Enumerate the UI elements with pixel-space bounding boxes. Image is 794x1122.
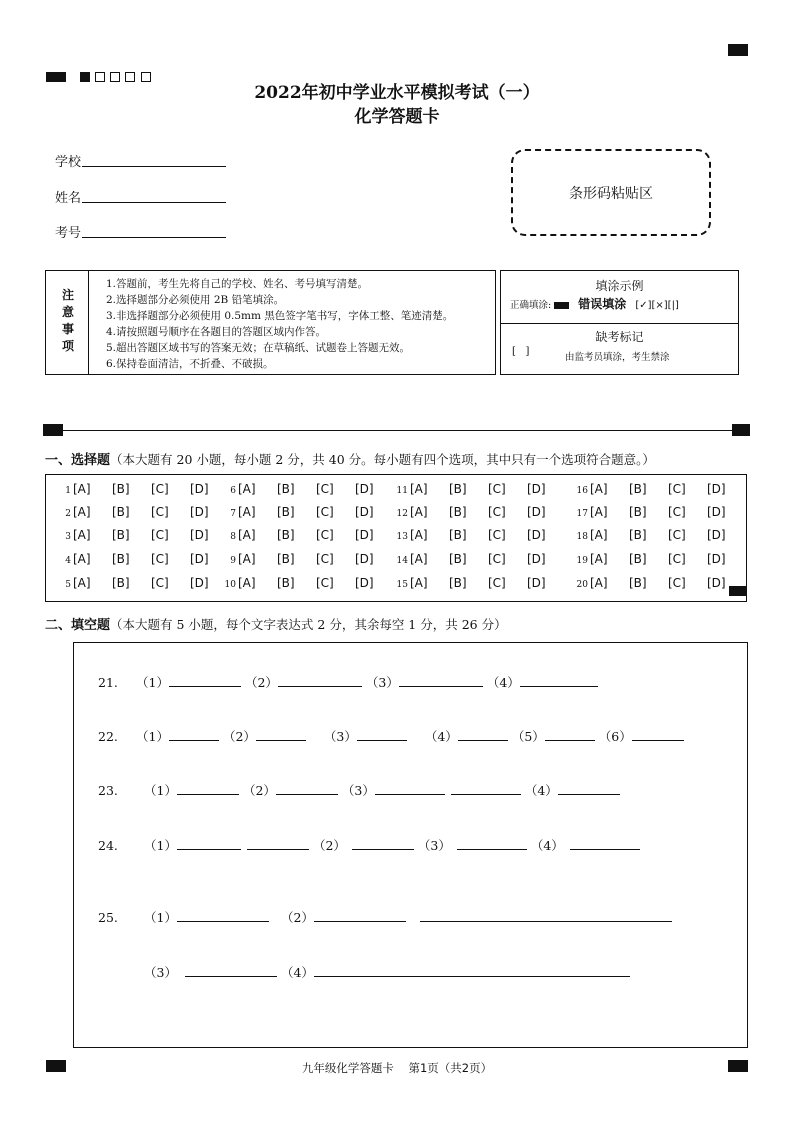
question-25-continued [144,963,630,981]
school-field[interactable] [82,166,226,167]
choice-option-bubble[interactable]: [A] [73,505,91,519]
choice-question [572,552,746,566]
choice-option-bubble[interactable]: [C] [668,576,686,590]
choice-option-bubble[interactable]: [D] [527,482,546,496]
correct-fill-mark [554,302,569,309]
choice-question [55,505,229,519]
part-label: （1） [144,838,177,853]
part-label: （1） [136,675,169,690]
choice-option-bubble[interactable]: [C] [668,505,686,519]
choice-question-number: 5 [65,580,71,590]
choice-option-bubble[interactable]: [C] [488,552,506,566]
answer-blank[interactable] [457,837,527,850]
choice-option-bubble[interactable]: [B] [277,505,295,519]
choice-question [55,528,229,542]
section1-heading [45,449,655,468]
choice-option-bubble[interactable]: [C] [488,528,506,542]
answer-blank[interactable] [545,728,595,741]
choice-question-number: 10 [224,580,236,590]
question-25 [98,908,672,926]
choice-question-number: 4 [65,556,71,566]
choice-question [572,576,746,590]
choice-option-bubble[interactable]: [C] [316,528,334,542]
timing-mark-bottom-right [728,1060,748,1072]
choice-option-bubble[interactable]: [C] [668,528,686,542]
choice-option-bubble[interactable]: [A] [590,528,608,542]
answer-blank[interactable] [256,728,306,741]
notice-item: 6.保持卷面清洁，不折叠、不破损。 [106,358,274,370]
choice-option-bubble[interactable]: [D] [707,576,726,590]
answer-blank[interactable] [352,837,414,850]
page-footer: 九年级化学答题卡 第1页（共2页） [301,1061,493,1075]
choice-option-bubble[interactable]: [C] [316,505,334,519]
choice-option-bubble[interactable]: [C] [151,552,169,566]
choice-question [55,552,229,566]
choice-question-number: 3 [65,532,71,542]
part-label: （2） [222,729,256,744]
absent-box[interactable]: [ ] [512,346,530,357]
choice-option-bubble[interactable]: [A] [590,482,608,496]
choice-question-number: 11 [396,486,408,496]
choice-option-bubble[interactable]: [D] [190,552,209,566]
choice-question-number: 12 [396,509,408,519]
choice-option-bubble[interactable]: [A] [410,576,428,590]
choice-option-bubble[interactable]: [A] [410,482,428,496]
answer-blank[interactable] [520,674,598,687]
choice-option-bubble[interactable]: [D] [190,576,209,590]
choice-question [392,482,566,496]
choice-question [220,528,394,542]
choice-option-bubble[interactable]: [B] [112,528,130,542]
barcode-area [511,149,711,236]
part-label: （6） [598,729,632,744]
timing-mark-right-mid [732,424,750,436]
choice-question-number: 16 [576,486,588,496]
answer-blank[interactable] [558,782,620,795]
choice-option-bubble[interactable]: [A] [238,576,256,590]
choice-question [392,505,566,519]
choice-option-bubble[interactable]: [D] [527,552,546,566]
choice-option-bubble[interactable]: [D] [355,505,374,519]
choice-option-bubble[interactable]: [D] [527,505,546,519]
choice-option-bubble[interactable]: [D] [355,552,374,566]
notice-box [45,270,496,375]
choice-option-bubble[interactable]: [B] [112,552,130,566]
choice-question-number: 2 [65,509,71,519]
wrong-fill-label: 错误填涂 [578,297,627,311]
part-label: （3） [144,965,177,980]
question-number: 25. [98,910,118,925]
choice-option-bubble[interactable]: [B] [449,552,467,566]
choice-question [572,505,746,519]
answer-blank[interactable] [375,782,445,795]
choice-question-number: 13 [396,532,408,542]
choice-option-bubble[interactable]: [C] [316,552,334,566]
part-label: （2） [242,783,276,798]
choice-option-bubble[interactable]: [A] [410,528,428,542]
choice-option-bubble[interactable]: [D] [355,482,374,496]
choice-option-bubble[interactable]: [B] [449,505,467,519]
part-label: （4） [524,783,558,798]
choice-option-bubble[interactable]: [D] [355,528,374,542]
section2-heading [45,614,507,633]
notice-list [106,276,453,372]
choice-option-bubble[interactable]: [C] [488,505,506,519]
choice-option-bubble[interactable]: [B] [277,576,295,590]
choice-option-bubble[interactable]: [A] [590,552,608,566]
choice-option-bubble[interactable]: [A] [238,552,256,566]
part-label: （4） [280,965,314,980]
answer-blank[interactable] [458,728,508,741]
choice-option-bubble[interactable]: [B] [449,528,467,542]
choice-option-bubble[interactable]: [D] [355,576,374,590]
answer-blank[interactable] [177,837,241,850]
choice-option-bubble[interactable]: [B] [277,552,295,566]
choice-question-number: 17 [576,509,588,519]
choice-question [220,505,394,519]
answer-blank[interactable] [420,909,672,922]
timing-mark-choice-right [729,586,747,596]
part-label: （4） [486,675,520,690]
fill-example-title: 填涂示例 [595,279,644,293]
answer-blank[interactable] [169,728,219,741]
choice-option-bubble[interactable]: [C] [151,528,169,542]
part-label: （2） [244,675,278,690]
choice-question [392,528,566,542]
section2-title: 二、填空题 [45,618,111,633]
choice-question-number: 20 [576,580,588,590]
part-label: （4） [424,729,458,744]
section2-description: （本大题有 5 小题，每个文字表达式 2 分，其余每空 1 分，共 26 分） [110,617,507,632]
question-21 [98,673,598,691]
part-label: （2） [312,838,346,853]
notice-item: 1.答题前，考生先将自己的学校、姓名、考号填写清楚。 [106,278,369,290]
choice-option-bubble[interactable]: [D] [190,482,209,496]
answer-blank[interactable] [177,909,269,922]
choice-option-bubble[interactable]: [A] [238,482,256,496]
choice-option-bubble[interactable]: [A] [590,505,608,519]
choice-option-bubble[interactable]: [B] [277,528,295,542]
part-label: （1） [144,910,177,925]
notice-item: 4.请按照题号顺序在各题目的答题区域内作答。 [106,326,327,338]
choice-option-bubble[interactable]: [D] [707,482,726,496]
choice-question-number: 19 [576,556,588,566]
name-label: 姓名 [55,191,82,206]
exam-title: 2022年初中学业水平模拟考试（一） [254,83,540,103]
choice-question-number: 9 [230,556,236,566]
choice-question-number: 15 [396,580,408,590]
answer-blank[interactable] [185,964,277,977]
section1-title: 一、选择题 [45,453,111,468]
section1-description: （本大题有 20 小题，每小题 2 分，共 40 分。每小题有四个选项，其中只有一个选项符合题意。） [110,452,655,467]
fill-example-divider [501,323,738,324]
choice-option-bubble[interactable]: [C] [316,576,334,590]
notice-divider [88,271,89,374]
choice-question-number: 7 [230,509,236,519]
notice-item: 5.超出答题区域书写的答案无效；在草稿纸、试题卷上答题无效。 [106,342,411,354]
answer-blank[interactable] [177,782,239,795]
timing-mark-top-right [728,44,748,56]
name-field[interactable] [82,202,226,203]
exam-number-label: 考号 [55,226,82,241]
choice-option-bubble[interactable]: [A] [590,576,608,590]
exam-number-field[interactable] [82,237,226,238]
question-number: 24. [98,838,118,853]
choice-question [392,552,566,566]
choice-option-bubble[interactable]: [A] [73,552,91,566]
answer-blank[interactable] [247,837,309,850]
timing-mark-left-mid [43,424,63,436]
choice-question-number: 6 [230,486,236,496]
choice-question [572,528,746,542]
choice-question-number: 14 [396,556,408,566]
choice-question [220,576,394,590]
choice-option-bubble[interactable]: [C] [488,482,506,496]
choice-option-bubble[interactable]: [D] [190,505,209,519]
answer-blank[interactable] [314,909,406,922]
question-23 [98,781,620,799]
choice-option-bubble[interactable]: [D] [527,528,546,542]
question-number: 21. [98,675,118,690]
choice-option-bubble[interactable]: [A] [410,505,428,519]
exam-subtitle: 化学答题卡 [354,107,440,127]
question-24 [98,836,640,854]
choice-option-bubble[interactable]: [C] [151,482,169,496]
absent-title: 缺考标记 [595,330,644,344]
notice-title: 注意事项 [61,288,74,353]
choice-question [392,576,566,590]
choice-option-bubble[interactable]: [A] [73,528,91,542]
choice-option-bubble[interactable]: [B] [629,482,647,496]
answer-blank[interactable] [399,674,483,687]
part-label: （1） [144,783,177,798]
part-label: （4） [530,838,564,853]
answer-blank[interactable] [169,674,241,687]
answer-blank[interactable] [278,674,362,687]
answer-blank[interactable] [632,728,684,741]
choice-option-bubble[interactable]: [B] [449,482,467,496]
choice-option-bubble[interactable]: [B] [112,576,130,590]
choice-question-number: 1 [65,486,71,496]
choice-option-bubble[interactable]: [D] [527,576,546,590]
barcode-label: 条形码粘贴区 [569,185,653,202]
choice-option-bubble[interactable]: [B] [629,505,647,519]
choice-option-bubble[interactable]: [A] [73,576,91,590]
choice-option-bubble[interactable]: [B] [112,482,130,496]
choice-option-bubble[interactable]: [B] [112,505,130,519]
choice-option-bubble[interactable]: [A] [238,505,256,519]
correct-fill-label: 正确填涂: [510,300,552,311]
choice-option-bubble[interactable]: [C] [488,576,506,590]
choice-option-bubble[interactable]: [B] [629,576,647,590]
school-label: 学校 [55,155,82,170]
question-number: 22. [98,729,118,744]
section-divider [62,430,734,431]
choice-option-bubble[interactable]: [D] [190,528,209,542]
answer-blank[interactable] [570,837,640,850]
choice-option-bubble[interactable]: [C] [316,482,334,496]
question-number: 23. [98,783,118,798]
part-label: （5） [511,729,545,744]
answer-blank[interactable] [276,782,338,795]
choice-option-bubble[interactable]: [B] [629,528,647,542]
choice-option-bubble[interactable]: [C] [151,576,169,590]
choice-question [55,482,229,496]
part-label: （3） [341,783,375,798]
answer-blank[interactable] [451,782,521,795]
part-label: （1） [136,729,169,744]
fill-example-row [510,295,679,312]
question-22 [98,727,684,745]
fill-example-box [500,270,739,375]
part-label: （3） [365,675,399,690]
choice-option-bubble[interactable]: [A] [410,552,428,566]
absent-note: 由监考员填涂，考生禁涂 [565,352,670,363]
part-label: （3） [417,838,451,853]
choice-question [55,576,229,590]
part-label: （2） [280,910,314,925]
choice-question [220,552,394,566]
choice-option-bubble[interactable]: [C] [668,482,686,496]
notice-item: 2.选择题部分必须使用 2B 铅笔填涂。 [106,294,285,306]
choice-question [220,482,394,496]
choice-option-bubble[interactable]: [A] [238,528,256,542]
choice-question-number: 8 [230,532,236,542]
choice-option-bubble[interactable]: [B] [277,482,295,496]
notice-item: 3.非选择题部分必须使用 0.5mm 黑色签字笔书写，字体工整、笔迹清楚。 [106,310,454,322]
part-label: （3） [323,729,357,744]
choice-question-number: 18 [576,532,588,542]
answer-blank[interactable] [357,728,407,741]
choice-question [572,482,746,496]
choice-option-bubble[interactable]: [B] [629,552,647,566]
choice-option-bubble[interactable]: [C] [668,552,686,566]
choice-option-bubble[interactable]: [D] [707,505,726,519]
choice-option-bubble[interactable]: [A] [73,482,91,496]
choice-option-bubble[interactable]: [D] [707,552,726,566]
choice-option-bubble[interactable]: [C] [151,505,169,519]
choice-option-bubble[interactable]: [D] [707,528,726,542]
answer-blank[interactable] [314,964,630,977]
choice-option-bubble[interactable]: [B] [449,576,467,590]
wrong-fill-examples: [✓][×][|] [635,300,679,311]
